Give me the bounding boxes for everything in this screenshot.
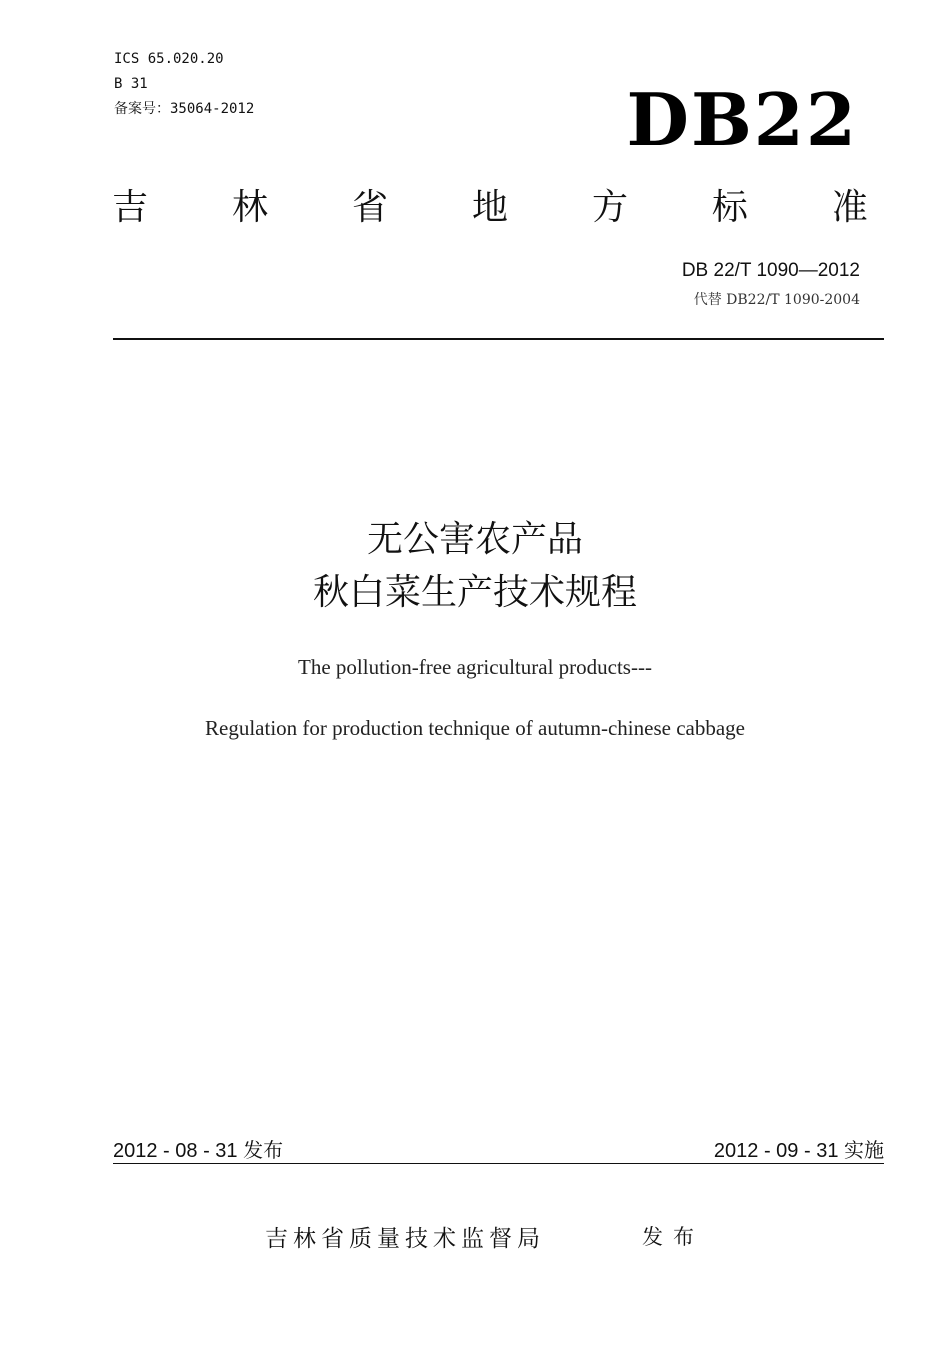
record-number: 备案号：35064-2012 [114, 101, 255, 117]
ics-code: ICS 65.020.20 [114, 51, 224, 67]
standard-type-heading [112, 186, 868, 230]
header-divider [113, 338, 884, 340]
standard-number: DB 22/T 1090—2012 [681, 260, 860, 281]
standard-type-char: 准 [831, 187, 868, 228]
title-line-2: 秋白菜生产技术规程 [312, 572, 637, 613]
replaces-standard: 代替 DB22/T 1090-2004 [693, 292, 860, 308]
standard-type-char: 地 [471, 187, 508, 228]
footer-divider [113, 1163, 884, 1164]
implementation-date: 2012 - 09 - 31 实施 [713, 1140, 884, 1162]
standard-type-char: 标 [711, 187, 748, 228]
english-title-line-1: The pollution-free agricultural products--- [298, 655, 652, 679]
standard-type-char: 省 [351, 187, 388, 228]
standard-type-char: 林 [231, 187, 268, 228]
issuing-authority: 吉林省质量技术监督局 [265, 1226, 545, 1252]
db22-logo: DB22 [626, 77, 858, 162]
classification-code: B 31 [114, 76, 148, 92]
english-title-line-2: Regulation for production technique of autumn-chinese cabbage [205, 716, 745, 740]
issue-action: 发布 [642, 1225, 704, 1249]
standard-type-char: 方 [591, 187, 628, 228]
standard-type-char: 吉 [112, 187, 149, 228]
title-line-1: 无公害农产品 [366, 519, 583, 560]
issue-date: 2012 - 08 - 31 发布 [113, 1140, 284, 1162]
